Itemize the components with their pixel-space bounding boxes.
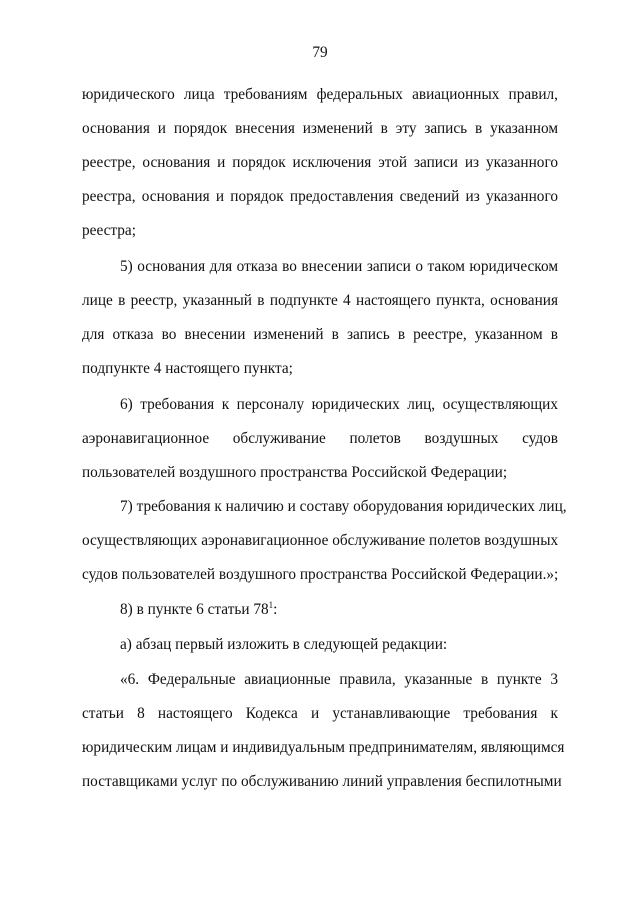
text-line: а) абзац первый изложить в следующей редакции: xyxy=(120,636,448,653)
page-number: 79 xyxy=(312,44,328,61)
text-line: 6) требования к персоналу юридических лиц, осуществляющих xyxy=(120,396,558,413)
text-line: пользователей воздушного пространства Российской Федерации; xyxy=(82,464,508,481)
text-line: 7) требования к наличию и составу оборудования юридических лиц, xyxy=(120,498,567,515)
text-line: аэронавигационное обслуживание полетов воздушных судов xyxy=(82,430,558,447)
text-line: основания и порядок внесения изменений в эту запись в указанном xyxy=(82,120,558,137)
text-line: юридическим лицам и индивидуальным предпринимателям, являющимся xyxy=(82,739,565,756)
text-line: 5) основания для отказа во внесении записи о таком юридическом xyxy=(120,258,558,275)
text-line: «6. Федеральные авиационные правила, указанные в пункте 3 xyxy=(120,671,558,688)
superscript: 1 xyxy=(268,599,274,610)
text-line: осуществляющих аэронавигационное обслуживание полетов воздушных xyxy=(82,532,559,549)
text-line: юридического лица требованиям федеральных авиационных правил, xyxy=(82,86,558,103)
text-line: для отказа во внесении изменений в запись в реестре, указанном в xyxy=(82,326,558,343)
line-text: 8) в пункте 6 статьи 78 xyxy=(120,601,269,618)
text-line: поставщиками услуг по обслуживанию линий управления беспилотными xyxy=(82,773,562,790)
line-suffix: : xyxy=(273,601,278,618)
text-line: подпункте 4 настоящего пункта; xyxy=(82,360,293,377)
text-line: судов пользователей воздушного пространства Российской Федерации.»; xyxy=(82,566,559,583)
text-line xyxy=(120,600,558,620)
text-line: статьи 8 настоящего Кодекса и устанавливающие требования к xyxy=(82,705,558,722)
text-line: реестра, основания и порядок предоставления сведений из указанного xyxy=(82,188,558,205)
text-line: реестра; xyxy=(82,222,136,239)
text-line: реестре, основания и порядок исключения этой записи из указанного xyxy=(82,154,558,171)
text-line: лице в реестр, указанный в подпункте 4 настоящего пункта, основания xyxy=(82,292,558,309)
